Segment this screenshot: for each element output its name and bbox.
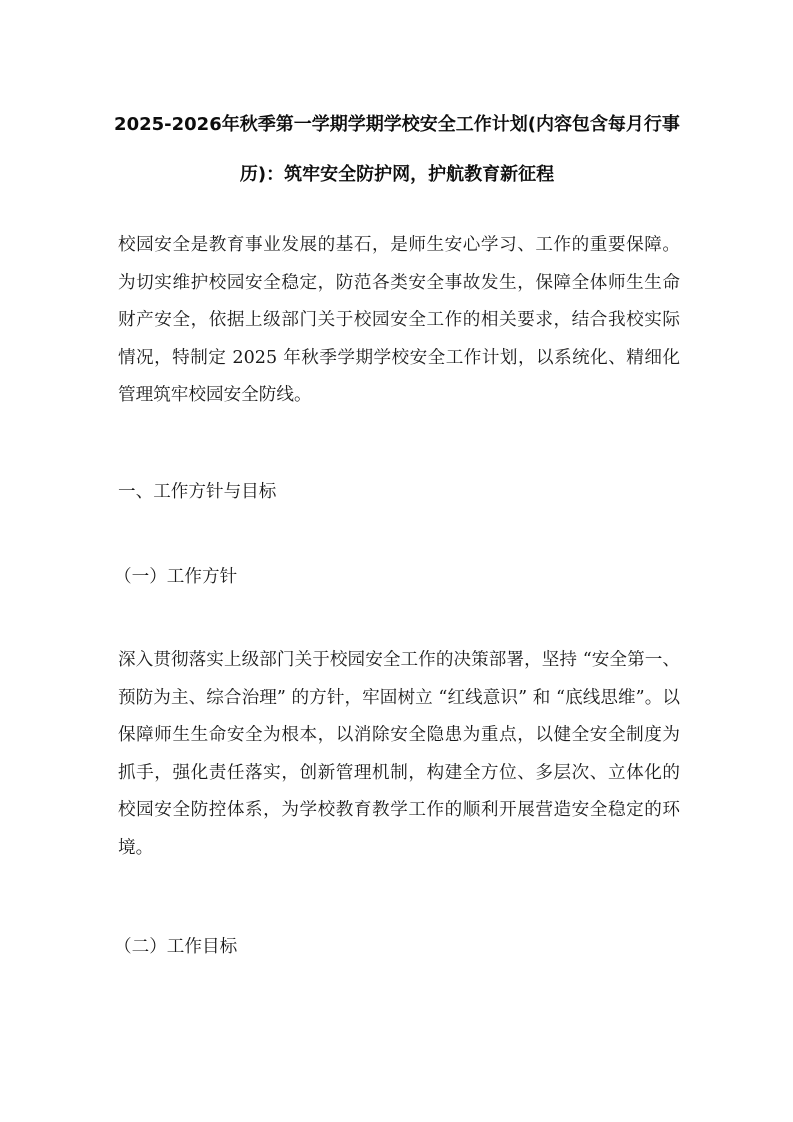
section-heading-principles-goals: 一、工作方针与目标 xyxy=(118,482,277,502)
subsection-heading-work-principles: （一）工作方针 xyxy=(114,567,238,587)
subsection-heading-work-goals: （二）工作目标 xyxy=(114,937,238,957)
intro-paragraph: 校园安全是教育事业发展的基石，是师生安心学习、工作的重要保障。为切实维护校园安全稳定，防范各类安全事故发生，保障全体师生生命财产安全，依据上级部门关于校园安全工作的相关要求，结合我校实际情况，特制定 2025 年秋季学期学校安全工作计划，以系统化、精细化管理筑牢校园安全防线。 xyxy=(118,235,680,405)
work-principles-paragraph: 深入贯彻落实上级部门关于校园安全工作的决策部署，坚持 “安全第一、预防为主、综合治理” 的方针，牢固树立 “红线意识” 和 “底线思维”。以保障师生生命安全为根本，以消除安全隐患为重点，以健全安全制度为抓手，强化责任落实，创新管理机制，构建全方位、多层次、立体化的校园安全防控体系，为学校教育教学工作的顺利开展营造安全稳定的环境。 xyxy=(118,650,680,858)
document-title: 2025-2026年秋季第一学期学期学校安全工作计划(内容包含每月行事历)：筑牢安全防护网，护航教育新征程 xyxy=(114,114,680,185)
